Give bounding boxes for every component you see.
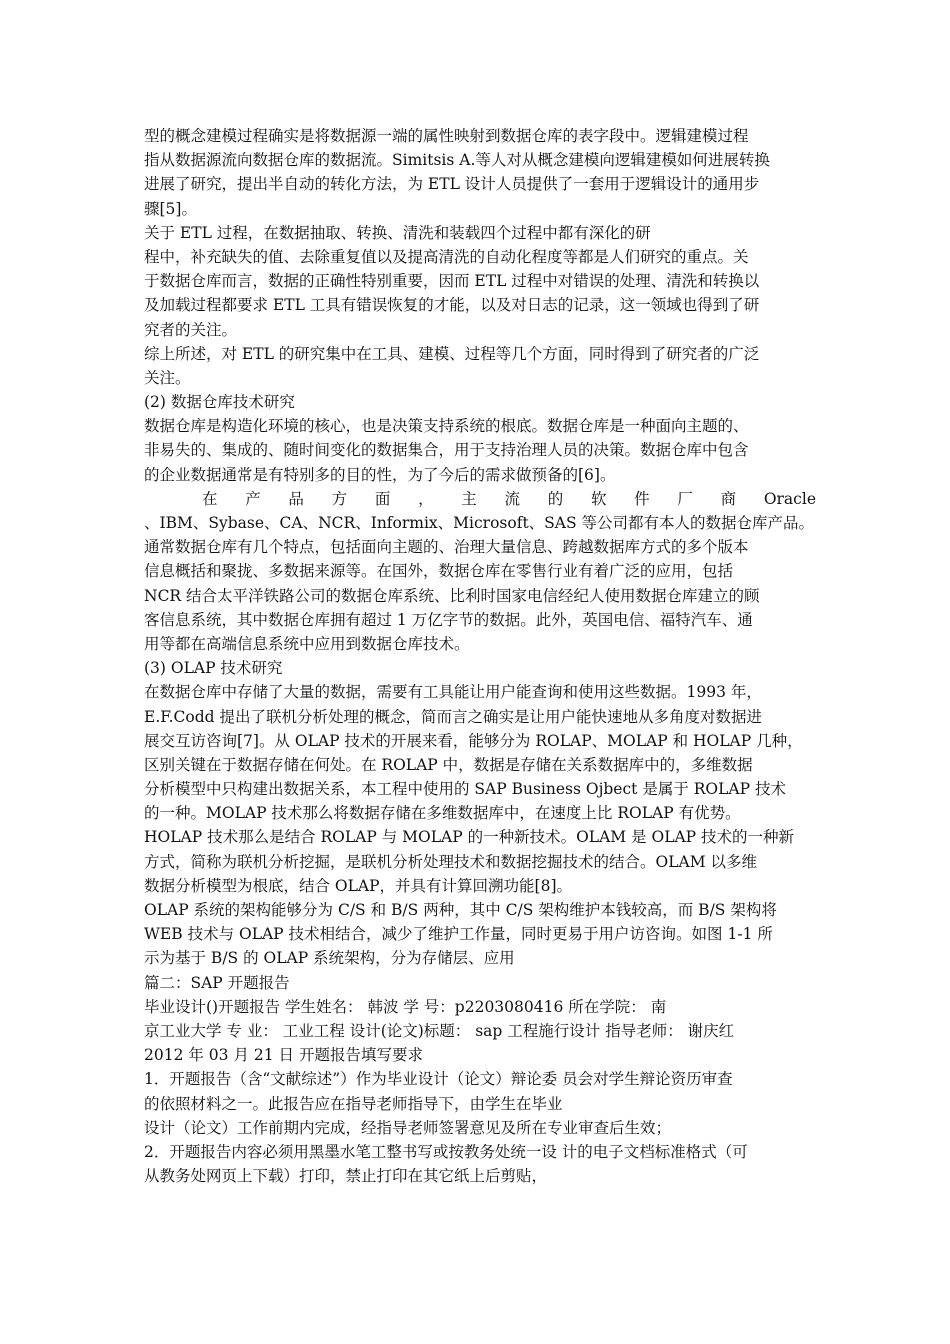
text-line: 于数据仓库而言，数据的正确性特别重要，因而 ETL 过程中对错误的处理、清洗和转换以 <box>144 272 760 291</box>
text-line: 数据分析模型为根底，结合 OLAP，并具有计算回溯功能[8]。 <box>144 876 573 895</box>
text-line: 区别关键在于数据存储在何处。在 ROLAP 中，数据是存储在关系数据库中的，多维数据 <box>144 755 753 774</box>
text-line: 篇二：SAP 开题报告 <box>144 973 290 992</box>
text-line: 方式，简称为联机分析挖掘，是联机分析处理技术和数据挖掘技术的结合。OLAM 以多维 <box>144 852 757 871</box>
text-line: 指从数据源流向数据仓库的数据流。Simitsis A.等人对从概念建模向逻辑建模如何进展转换 <box>144 151 770 170</box>
text-line: 的依照材料之一。此报告应在指导老师指导下，由学生在毕业 <box>144 1094 563 1113</box>
document-body <box>144 124 816 1188</box>
text-line: 2012 年 03 月 21 日 开题报告填写要求 <box>144 1046 423 1065</box>
text-line: E.F.Codd 提出了联机分析处理的概念，简而言之确实是让用户能快速地从多角度对数据进 <box>144 707 762 726</box>
text-line: 1．开题报告（含“文献综述”）作为毕业设计（论文）辩论委 员会对学生辩论资历审查 <box>144 1070 733 1089</box>
text-line: 、IBM、Sybase、CA、NCR、Informix、Microsoft、SAS 等公司都有本人的数据仓库产品。 <box>144 514 815 532</box>
text-line: OLAP 系统的架构能够分为 C/S 和 B/S 两种，其中 C/S 架构维护本钱较高，而 B/S 架构将 <box>144 901 777 919</box>
text-line: 关注。 <box>144 368 191 387</box>
text-line: 2．开题报告内容必须用黑墨水笔工整书写或按教务处统一设 计的电子文档标准格式（可 <box>144 1142 748 1161</box>
text-line: 示为基于 B/S 的 OLAP 系统架构，分为存储层、应用 <box>144 949 515 968</box>
text-line: 究者的关注。 <box>144 320 238 339</box>
text-line: 信息概括和聚拢、多数据来源等。在国外，数据仓库在零售行业有着广泛的应用，包括 <box>144 562 734 581</box>
text-line: 从教务处网页上下载）打印，禁止打印在其它纸上后剪贴， <box>144 1167 548 1186</box>
text-line: 及加载过程都要求 ETL 工具有错误恢复的才能，以及对日志的记录，这一领域也得到了研 <box>144 296 760 315</box>
text-line: 设计（论文）工作前期内完成，经指导老师签署意见及所在专业审查后生效； <box>144 1118 672 1137</box>
text-line: 综上所述，对 ETL 的研究集中在工具、建模、过程等几个方面，同时得到了研究者的广泛 <box>144 344 760 363</box>
text-line: NCR 结合太平洋铁路公司的数据仓库系统、比利时国家电信经纪人使用数据仓库建立的顾 <box>144 586 760 605</box>
text-line: 的一种。MOLAP 技术那么将数据存储在多维数据库中，在速度上比 ROLAP 有优势。 <box>144 804 741 823</box>
text-line: HOLAP 技术那么是结合 ROLAP 与 MOLAP 的一种新技术。OLAM 是 OLAP 技术的一种新 <box>144 828 795 847</box>
text-line: 分析模型中只构建出数据关系，本工程中使用的 SAP Business Ojbect 是属于 ROLAP 技术 <box>144 780 786 799</box>
text-line: 在数据仓库中存储了大量的数据，需要有工具能让用户能查询和使用这些数据。1993 年， <box>144 683 762 702</box>
text-line: 毕业设计()开题报告 学生姓名： 韩波 学 号：p2203080416 所在学院： 南 <box>144 997 667 1016</box>
text-line: 数据仓库是构造化环境的核心，也是决策支持系统的根底。数据仓库是一种面向主题的、 <box>144 417 749 436</box>
text-line: 程中，补充缺失的值、去除重复值以及提高清洗的自动化程度等都是人们研究的重点。关 <box>144 247 749 266</box>
text-line: 京工业大学 专 业： 工业工程 设计(论文)标题： sap 工程施行设计 指导老师： 谢庆红 <box>144 1021 735 1040</box>
text-line: 关于 ETL 过程，在数据抽取、转换、清洗和装载四个过程中都有深化的研 <box>144 223 651 242</box>
text-line: (3) OLAP 技术研究 <box>144 659 283 678</box>
text-line: 用等都在高端信息系统中应用到数据仓库技术。 <box>144 634 470 653</box>
text-line: 非易失的、集成的、随时间变化的数据集合，用于支持治理人员的决策。数据仓库中包含 <box>144 441 749 460</box>
text-line: 客信息系统，其中数据仓库拥有超过 1 万亿字节的数据。此外，英国电信、福特汽车、通 <box>144 610 753 629</box>
text-line: WEB 技术与 OLAP 技术相结合，减少了维护工作量，同时更易于用户访咨询。如图 1-1 所 <box>144 925 773 944</box>
text-line: 通常数据仓库有几个特点，包括面向主题的、治理大量信息、跨越数据库方式的多个版本 <box>144 538 749 557</box>
text-line: 型的概念建模过程确实是将数据源一端的属性映射到数据仓库的表字段中。逻辑建模过程 <box>144 127 749 145</box>
text-line: (2) 数据仓库技术研究 <box>144 393 295 412</box>
text-line: 骤[5]。 <box>144 199 197 218</box>
text-line: 在 产 品 方 面 ， 主 流 的 软 件 厂 商 Oracle <box>202 489 816 508</box>
text-line: 进展了研究，提出半自动的转化方法，为 ETL 设计人员提供了一套用于逻辑设计的通用步 <box>144 175 760 194</box>
text-line: 展交互访咨询[7]。从 OLAP 技术的开展来看，能够分为 ROLAP、MOLAP 和 HOLAP 几种， <box>144 731 803 750</box>
text-line: 的企业数据通常是有特别多的目的性，为了今后的需求做预备的[6]。 <box>144 465 616 484</box>
